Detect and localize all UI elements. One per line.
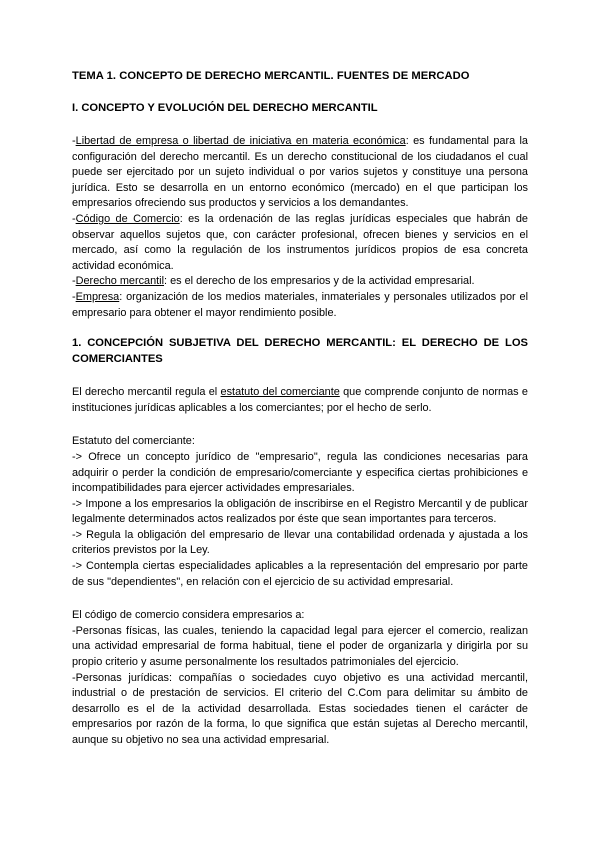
estatuto-heading: Estatuto del comerciante:: [72, 435, 195, 448]
term-derecho: Derecho mercantil: [75, 275, 165, 288]
estatuto-item: -> Ofrece un concepto jurídico de "empresario", regula las condiciones necesarias para adquirir o perder la condición de empresario/comerciante y especifica ciertas prohibiciones e incompatibilidades para ejercer actividades empresariales.: [72, 450, 528, 495]
term-codigo: Código de Comercio: [75, 212, 180, 225]
definitions-block: [72, 134, 528, 321]
codigo-block: [72, 608, 528, 748]
definition-derecho: -Derecho mercantil: es el derecho de los empresarios y de la actividad empresarial.: [72, 275, 475, 288]
estatuto-item: -> Regula la obligación del empresario de llevar una contabilidad ordenada y ajustada a los criterios previstos por la Ley.: [72, 528, 528, 557]
section-heading-concepto: I. CONCEPTO Y EVOLUCIÓN DEL DERECHO MERCANTIL: [72, 102, 378, 114]
estatuto-item: -> Impone a los empresarios la obligación de inscribirse en el Registro Mercantil y de publicar legalmente determinados actos realizados por éste que sean importantes para terceros.: [72, 497, 528, 526]
term-empresa: Empresa: [75, 290, 120, 303]
codigo-item-personas-juridicas: -Personas jurídicas: compañías o sociedades cuyo objetivo es una actividad mercantil, industrial o de prestación de servicios. El criterio del C.Com para delimitar su ámbito de desarrollo es el de la actividad desarrollada. Estas sociedades tienen el carácter de empresarios por razón de la forma, lo que significa que están sujetas al Derecho mercantil, aunque su objetivo no sea una actividad empresarial.: [72, 671, 528, 746]
definition-codigo: -Código de Comercio: es la ordenación de las reglas jurídicas especiales que habrán de observar aquellos sujetos que, con carácter profesional, ofrecen bienes y servicios en el mercado, así como la regulación de los instrumentos jurídicos propios de esa concreta actividad económica.: [72, 212, 528, 272]
intro-paragraph: El derecho mercantil regula el estatuto del comerciante que comprende conjunto de normas e instituciones jurídicas aplicables a los comerciantes; por el hecho de serlo.: [72, 386, 528, 414]
estatuto-block: [72, 434, 528, 590]
codigo-heading: El código de comercio considera empresarios a:: [72, 609, 305, 622]
section-heading-concepcion-subjetiva: 1. CONCEPCIÓN SUBJETIVA DEL DERECHO MERCANTIL: EL DERECHO DE LOS COMERCIANTES: [72, 337, 528, 365]
term-estatuto: estatuto del comerciante: [220, 386, 340, 399]
term-libertad: Libertad de empresa o libertad de iniciativa en materia económica: [75, 135, 406, 147]
definition-empresa: -Empresa: organización de los medios materiales, inmateriales y personales utilizados por el empresario para obtener el mayor rendimiento posible.: [72, 290, 528, 319]
definition-libertad: -Libertad de empresa o libertad de iniciativa en materia económica: es fundamental para la configuración del derecho mercantil. Es un derecho constitucional de los ciudadanos el cual puede ser ejercitado por un sujeto individual o por varios sujetos y constituye una persona jurídica. Esto se desarrolla en un entorno económico (mercado) en el que participan los empresarios ofreciendo sus productos y servicios a los demandantes.: [72, 135, 528, 210]
document-title: TEMA 1. CONCEPTO DE DERECHO MERCANTIL. FUENTES DE MERCADO: [72, 70, 470, 82]
codigo-item-personas-fisicas: -Personas físicas, las cuales, teniendo la capacidad legal para ejercer el comercio, realizan una actividad empresarial de forma habitual, tiene el poder de organizarla y dirigirla por su propio criterio y asume personalmente los resultados patrimoniales del ejercicio.: [72, 624, 528, 669]
estatuto-item: -> Contempla ciertas especialidades aplicables a la representación del empresario por parte de sus "dependientes", en relación con el ejercicio de su actividad empresarial.: [72, 560, 528, 588]
